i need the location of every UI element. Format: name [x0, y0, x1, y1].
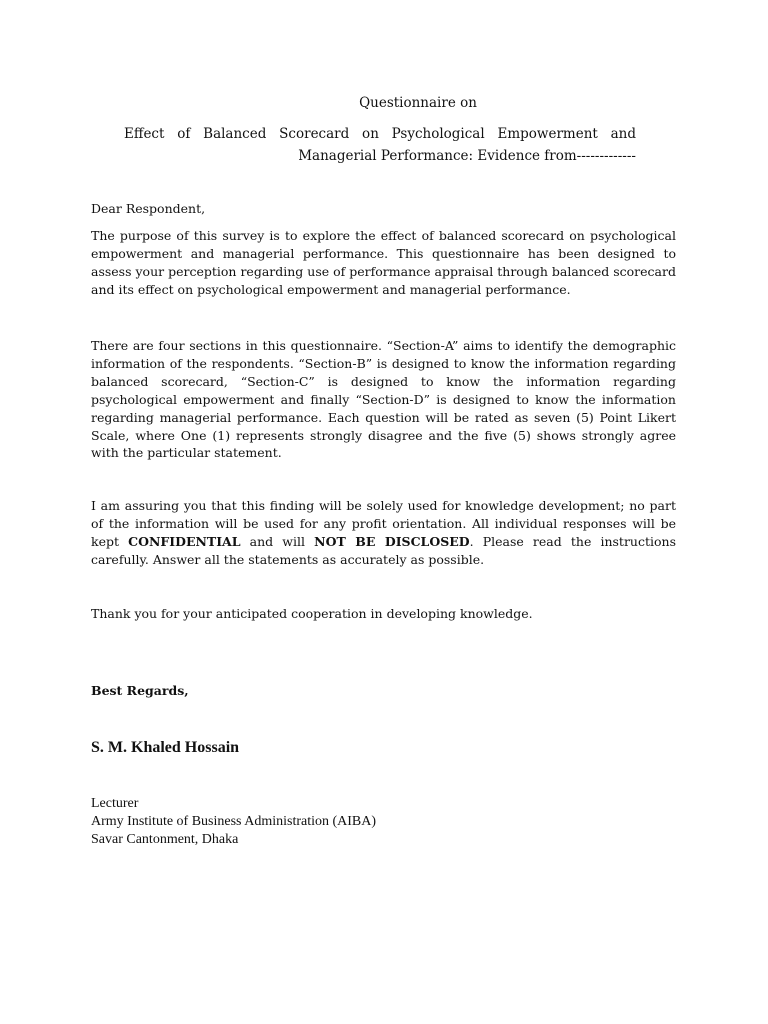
document-title-line2: Effect of Balanced Scorecard on Psychological Empowerment and Managerial Performance: Evidence from-------------	[124, 126, 636, 164]
thanks-paragraph: Thank you for your anticipated cooperation in developing knowledge.	[91, 606, 533, 621]
confidential-emphasis: CONFIDENTIAL	[128, 533, 241, 549]
not-disclosed-emphasis: NOT BE DISCLOSED	[314, 533, 470, 549]
closing: Best Regards,	[91, 683, 189, 698]
confidentiality-paragraph	[91, 497, 676, 569]
confidentiality-text-3: . Please read the instructions carefully. Answer all the statements as accurately as possible.	[91, 533, 676, 567]
confidentiality-text-2: and will	[240, 533, 315, 549]
author-location: Savar Cantonment, Dhaka	[91, 832, 239, 847]
author-title: Lecturer	[91, 796, 139, 811]
author-institution: Army Institute of Business Administration (AIBA)	[91, 814, 377, 829]
document-title-line1: Questionnaire on	[359, 95, 477, 111]
salutation: Dear Respondent,	[91, 201, 206, 216]
sections-paragraph: There are four sections in this questionnaire. “Section-A” aims to identify the demographic information of the respondents. “Section-B” is designed to know the information regarding balanced scorecard, “Section-C” is designed to know the information regarding psychological empowerment and finally “Section-D” is designed to know the information regarding managerial performance. Each question will be rated as seven (5) Point Likert Scale, where One (1) represents strongly disagree and the five (5) shows strongly agree with the particular statement.	[91, 338, 676, 461]
author-name: S. M. Khaled Hossain	[91, 739, 240, 756]
confidentiality-text-1: I am assuring you that this finding will be solely used for knowledge development; no part of the information will be used for any profit orientation. All individual responses will be kept	[91, 498, 676, 549]
purpose-paragraph: The purpose of this survey is to explore the effect of balanced scorecard on psychological empowerment and managerial performance. This questionnaire has been designed to assess your perception regarding use of performance appraisal through balanced scorecard and its effect on psychological empowerment and managerial performance.	[91, 228, 676, 297]
